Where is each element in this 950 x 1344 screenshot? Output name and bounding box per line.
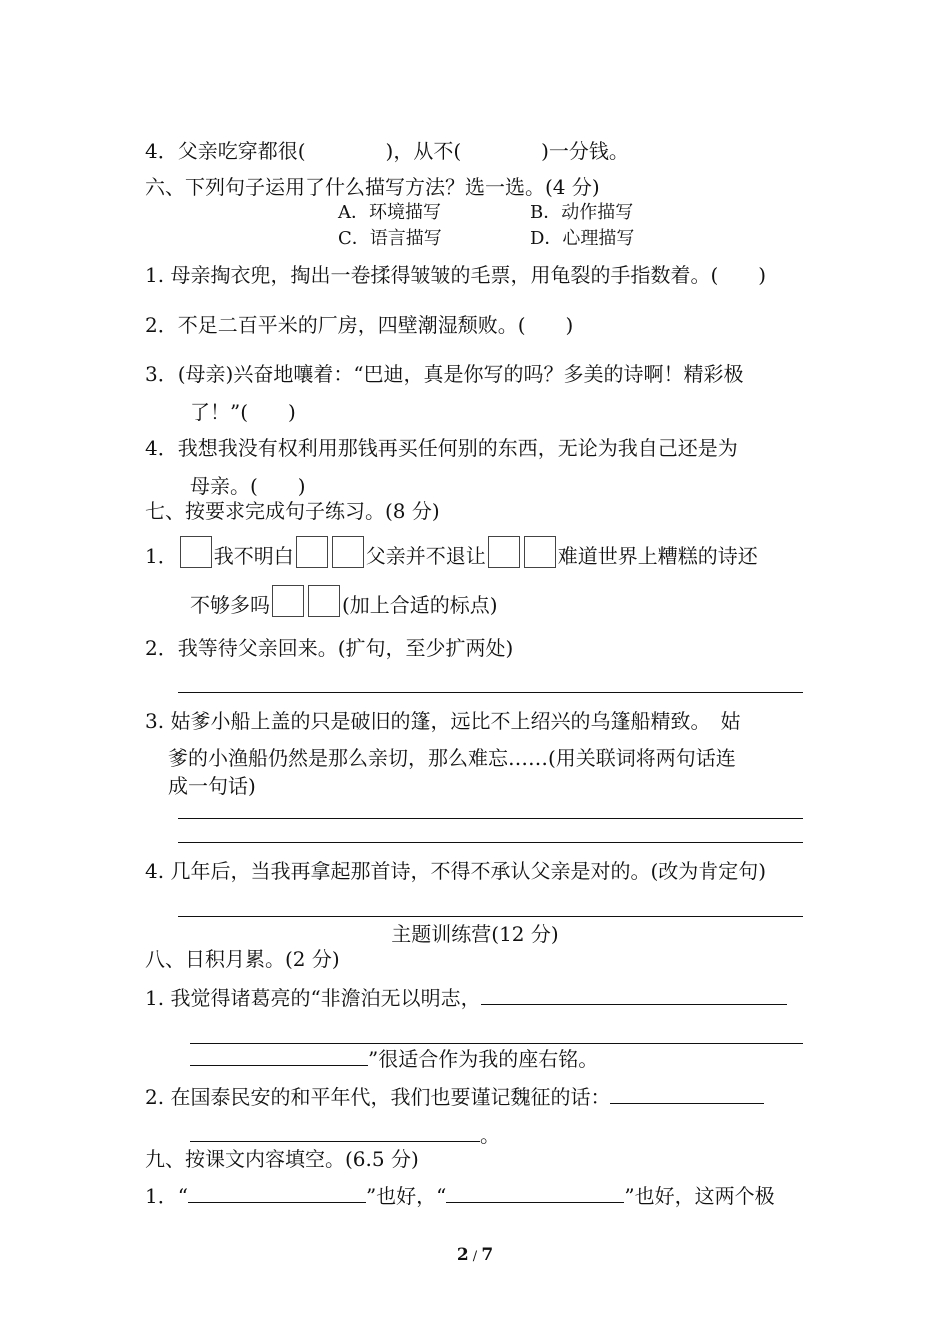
q1-open: 1．“ (145, 1184, 188, 1208)
sec6-question-2: 2．不足二百平米的厂房，四壁潮湿颓败。( ) (145, 313, 574, 337)
q1-part1: 我不明白 (213, 544, 294, 568)
punctuation-box[interactable] (524, 536, 556, 568)
fill-blank[interactable] (190, 1121, 480, 1142)
q1-middle: ”也好，“ (365, 1184, 447, 1208)
sec7-question-3-line3: 成一句话) (168, 774, 256, 798)
answer-line[interactable] (178, 842, 803, 843)
section-6-heading: 六、下列句子运用了什么描写方法？选一选。(4 分) (145, 175, 600, 199)
section-9-heading: 九、按课文内容填空。(6.5 分) (145, 1147, 419, 1171)
punctuation-box[interactable] (308, 585, 340, 617)
sec7-question-3-line2: 爹的小渔船仍然是那么亲切，那么难忘……(用关联词将两句话连 (168, 746, 736, 770)
section-8-heading: 八、日积月累。(2 分) (145, 947, 340, 971)
option-b: B．动作描写 (530, 202, 634, 223)
sec6-question-3-line2: 了！”( ) (190, 400, 296, 424)
sec8-question-1-line2 (190, 1045, 598, 1072)
section-7-heading: 七、按要求完成句子练习。(8 分) (145, 499, 440, 523)
page-number: 2 (456, 1245, 469, 1265)
q1-suffix: ”很适合作为我的座右铭。 (368, 1047, 599, 1071)
punctuation-box[interactable] (180, 536, 212, 568)
sec7-question-3-line1: 3. 姑爹小船上盖的只是破旧的篷，远比不上绍兴的乌篷船精致。 姑 (145, 709, 741, 733)
sec8-question-1-line1 (145, 984, 787, 1011)
page-sep: / (468, 1249, 482, 1264)
q1-part4: 不够多吗 (190, 593, 270, 617)
sec9-question-1 (145, 1182, 775, 1209)
q2-suffix: 。 (480, 1123, 500, 1147)
q1-prompt: 1. 我觉得诸葛亮的“非澹泊无以明志， (145, 986, 481, 1010)
fill-blank[interactable] (481, 984, 787, 1005)
punctuation-box[interactable] (488, 536, 520, 568)
option-d: D．心理描写 (530, 228, 635, 249)
sec6-question-1: 1. 母亲掏衣兜，掏出一卷揉得皱皱的毛票，用龟裂的手指数着。( ) (145, 263, 767, 287)
theme-camp-title: 主题训练营(12 分) (391, 922, 559, 946)
sec8-question-2-line2 (190, 1121, 500, 1148)
answer-line[interactable] (178, 818, 803, 819)
fill-blank[interactable] (446, 1182, 624, 1203)
q1-number: 1． (145, 544, 178, 568)
option-a: A．环境描写 (338, 202, 441, 223)
q1-end: ”也好，这两个极 (624, 1184, 775, 1208)
q1-part3: 难道世界上糟糕的诗还 (557, 544, 758, 568)
sec8-question-2-line1 (145, 1083, 764, 1110)
sec6-question-4-line2: 母亲。( ) (190, 474, 306, 498)
sec6-question-3-line1: 3．(母亲)兴奋地嚷着：“巴迪，真是你写的吗？多美的诗啊！精彩极 (145, 362, 744, 386)
fill-blank[interactable] (190, 1045, 368, 1066)
answer-line[interactable] (178, 692, 803, 693)
answer-line[interactable] (178, 916, 803, 917)
punctuation-box[interactable] (332, 536, 364, 568)
punctuation-box[interactable] (296, 536, 328, 568)
option-c: C．语言描写 (338, 228, 442, 249)
q2-prompt: 2. 在国泰民安的和平年代，我们也要谨记魏征的话： (145, 1085, 611, 1109)
q4-fill-blank: 4．父亲吃穿都很( )，从不( )一分钱。 (145, 139, 629, 163)
fill-blank[interactable] (188, 1182, 366, 1203)
page-footer (0, 1242, 950, 1270)
sec6-question-4-line1: 4．我想我没有权利用那钱再买任何别的东西，无论为我自己还是为 (145, 436, 738, 460)
q1-instruction: (加上合适的标点) (342, 593, 498, 617)
q1-part2: 父亲并不退让 (365, 544, 486, 568)
sec7-question-1-line2 (190, 585, 498, 618)
sec7-question-1-line1 (145, 536, 758, 569)
fill-blank[interactable] (610, 1083, 764, 1104)
page-total: 7 (481, 1245, 494, 1265)
punctuation-box[interactable] (272, 585, 304, 617)
sec7-question-4: 4. 几年后，当我再拿起那首诗，不得不承认父亲是对的。(改为肯定句) (145, 859, 767, 883)
sec7-question-2: 2．我等待父亲回来。(扩句，至少扩两处) (145, 636, 514, 660)
answer-line[interactable] (190, 1043, 803, 1044)
